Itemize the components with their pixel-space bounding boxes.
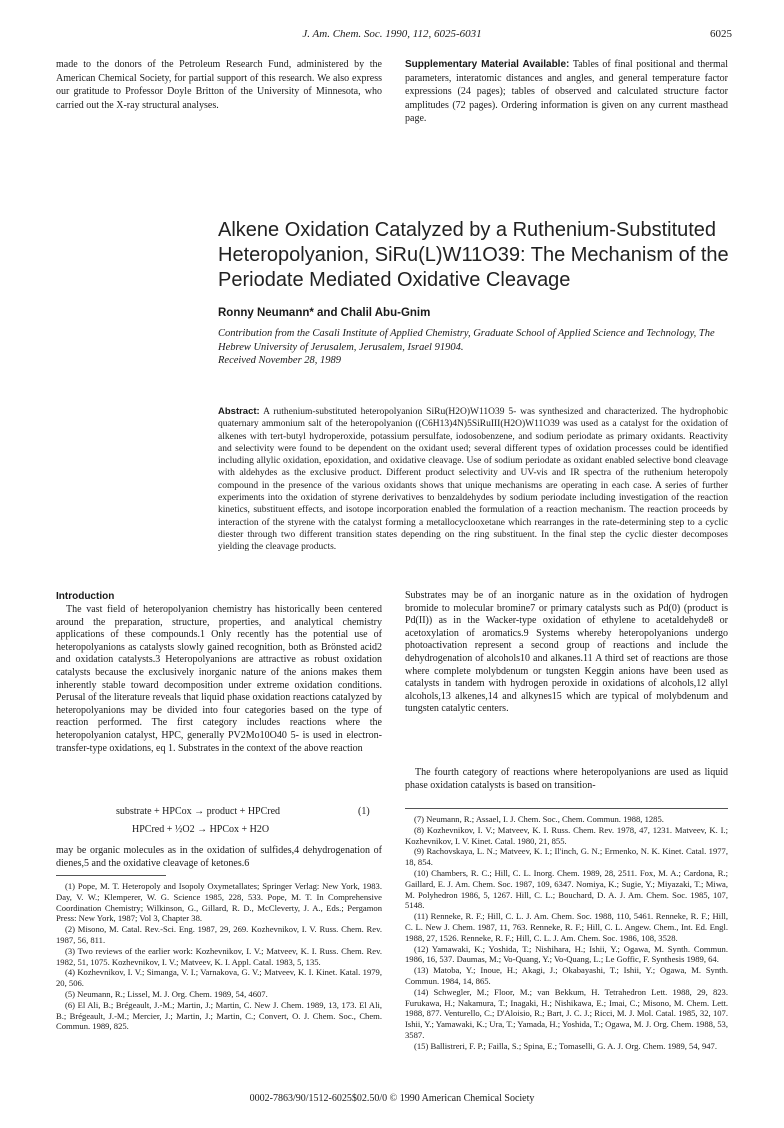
supplementary-material <box>405 58 728 126</box>
affiliation: Contribution from the Casali Institute of Applied Chemistry, Graduate School of Applied Science and Technology, The Hebrew University of Jerusalem, Jerusalem, Israel 91904. <box>218 328 715 353</box>
intro-paragraph-2: may be organic molecules as in the oxidation of sulfides,4 dehydrogenation of dienes,5 and the oxidative cleavage of ketones.6 <box>56 845 382 869</box>
footnote: (13) Matoba, Y.; Inoue, H.; Akagi, J.; Okabayashi, T.; Ishii, Y.; Ogawa, M. Synth. Commun. 1984, 14, 865. <box>405 965 728 986</box>
footnote: (14) Schwegler, M.; Floor, M.; van Bekkum, H. Tetrahedron Lett. 1988, 29, 823. Furukawa, H.; Nakamura, T.; Inagaki, H.; Nishikawa, E.; Imai, C.; Misono, M. Chem. Lett. 1988, 877. Venturello, C.; D'Aloisio, R.; Bart, J. C. J.; Ricci, M. J. Mol. Catal. 1985, 32, 107. Ishii, Y.; Yamawaki, K.; Ura, T.; Yamada, H.; Yoshida, T.; Ogawa, M. J. Org. Chem. 1988, 53, 3587. <box>405 986 728 1040</box>
article-title <box>218 218 738 293</box>
equation-1-number: (1) <box>358 806 370 817</box>
footnote: (9) Rachovskaya, L. N.; Matveev, K. I.; Il'inch, G. N.; Ermenko, N. K. Kinet. Catal. 1977, 18, 854. <box>405 846 728 868</box>
footnote: (15) Ballistreri, F. P.; Failla, S.; Spina, E.; Tomaselli, G. A. J. Org. Chem. 1989, 54, 947. <box>414 1040 717 1051</box>
footnote: (12) Yamawaki, K.; Yoshida, T.; Nishihara, H.; Ishii, Y.; Ogawa, M. Synth. Commun. 1986, 16, 537. Daumas, M.; Vo-Quang, Y.; Vo-Quang, L.; Le Goffic, F. Synthesis 1989, 64. <box>405 943 728 965</box>
abstract-text: A ruthenium-substituted heteropolyanion SiRu(H2O)W11O39 5- was synthesized and characterized. The hydrophobic quaternary ammonium salt of the heteropolyanion ((C6H13)4N)5SiRuIII(H2O)W11O39 was used as a catalyst for the oxidation of alkenes with tert-butyl hydroperoxide, potassium persulfate, iodosobenzene, and sodium periodate as primary oxidants. Reactivity and selectivity were found to be dependent on the oxidant used; several different types of oxidation processes could be identified including allylic oxidation, epoxidation, and oxidative cleavage. Use of sodium periodate as oxidant enabled selective bond cleavage with aldehydes as the exclusive product. Different product selectivity and UV-vis and IR spectra of the ruthenium heteropoly compound in the presence of the various oxidants shows that unique mechanisms are operating in each case. A series of further experiments into the oxidation of styrene derivatives to benzaldehydes by sodium periodate including investigation of the reaction kinetics, substituent effects, and isotope incorporation enabled the formulation of a reaction mechanism. The reaction proceeds by interaction of the styrene with the catalyst forming a metallocyclooxetane which rearranges in the rate-determining step to a cyclic diester through two different transition states depending on the ring substituent. In the final step the cyclic diester decomposes yielding the cleavage products. <box>218 407 728 553</box>
footnote: (3) Two reviews of the earlier work: Kozhevnikov, I. V.; Matveev, K. I. Russ. Chem. Rev. 1982, 51, 1075. Kozhevnikov, I. V.; Matveev, K. I. Appl. Catal. 1983, 5, 135. <box>56 945 382 967</box>
footnote: (7) Neumann, R.; Assael, I. J. Chem. Soc., Chem. Commun. 1988, 1285. <box>414 814 664 824</box>
footnote-rule-right <box>405 808 728 809</box>
equation-2: HPCred + ½O2 → HPCox + H2O <box>132 824 270 835</box>
footnote: (5) Neumann, R.; Lissel, M. J. Org. Chem. 1989, 54, 4607. <box>65 988 268 999</box>
abstract-label: Abstract: <box>218 406 260 417</box>
footnote: (8) Kozhevnikov, I. V.; Matveev, K. I. Russ. Chem. Rev. 1978, 47, 1231. Matveev, K. I.; Kozhevnikov, I. V. Kinet. Catal. 1980, 21, 855. <box>405 824 728 846</box>
footnote: (1) Pope, M. T. Heteropoly and Isopoly Oxymetallates; Springer Verlag: New York, 1983. Day, V. W.; Klemperer, W. G. Science 1985, 228, 533. Pope, M. T. In Comprehensive Coordination Chemistry; Wilkinson, G., Gillard, R. D., McCleverty, J. A., Eds.; Pergamon Press: New York, 1987; Vol 3, Chapter 38. <box>56 881 382 924</box>
footnotes-left <box>56 881 382 1032</box>
footnote: (10) Chambers, R. C.; Hill, C. L. Inorg. Chem. 1989, 28, 2511. Fox, M. A.; Cardona, R.; Gaillard, E. J. Am. Chem. Soc. 1987, 109, 6347. Nomiya, K.; Sugie, Y.; Miyazaki, T.; Miwa, M. Polyhedron 1986, 5, 1267. Hill, C. L.; Bouchard, D. A. J. Am. Chem. Soc. 1985, 107, 5148. <box>405 867 728 911</box>
equation-1: substrate + HPCox → product + HPCred <box>116 806 281 817</box>
title-line-2: Heteropolyanion, SiRu(L)W11O39: The Mechanism of the <box>218 244 729 266</box>
title-line-3: Periodate Mediated Oxidative Cleavage <box>218 269 571 291</box>
running-head: J. Am. Chem. Soc. 1990, 112, 6025-6031 <box>302 28 482 40</box>
footnote: (11) Renneke, R. F.; Hill, C. L. J. Am. Chem. Soc. 1988, 110, 5461. Renneke, R. F.; Hill, C. L. New J. Chem. 1987, 11, 763. Renneke, R. F.; Hill, C. L. Angew. Chem., Int. Ed. Engl. 1988, 27, 1526. Renneke, R. F.; Hill, C. L. J. Am. Chem. Soc. 1986, 108, 3528. <box>405 911 728 943</box>
footnote-rule-left <box>56 875 166 876</box>
intro-right-paragraph-1: Substrates may be of an inorganic nature as in the oxidation of hydrogen bromide to molecular bromine7 or primary catalysts such as Pd(0) (product is Pd(II)) as in the Wacker-type oxidation of ethylene to acetaldehyde8 or acetoxylation of aromatics.9 Systems whereby heteropolyanions undergo photoactivation represent a second group of reactions and include the dehydrogenation of alcohols10 and alkanes.11 A third set of reactions are those where complete molybdenum or tungsten Keggin anions have been used as catalysts in tandem with hydrogen peroxide in oxidations of alcohols,12 allyl alcohols,13 alkenes,14 and alkynes15 which are typical of molybdenum and tungsten catalytic centers. <box>405 590 728 715</box>
supplementary-label: Supplementary Material Available: <box>405 59 570 70</box>
section-heading-introduction: Introduction <box>56 591 115 602</box>
footnote: (4) Kozhevnikov, I. V.; Simanga, V. I.; Varnakova, G. V.; Matveev, K. I. Kinet. Katal. 1979, 20, 506. <box>56 967 382 989</box>
footnotes-right <box>405 814 728 1052</box>
footnote: (2) Misono, M. Catal. Rev.-Sci. Eng. 1987, 29, 269. Kozhevnikov, I. V. Russ. Chem. Rev. 1987, 56, 811. <box>56 924 382 945</box>
intro-paragraph-1: The vast field of heteropolyanion chemistry has historically been centered around the preparation, structure, properties, and analytical chemistry applications of these compounds.1 Only recently has the potential use of heteropolyanions as catalysts slowly gained recognition, both as Brönsted acid2 and oxidation catalysts.3 Heteropolyanions are attractive as robust oxidation catalysts because the exclusively inorganic nature of the anions makes them inherently stable toward decomposition under extreme oxidation conditions. Perusal of the literature reveals that liquid phase oxidation reactions catalyzed by heteropolyanions may be divided into four categories based on the type of reaction performed. The first category includes reactions where the heteropolyanion catalyst, HPC, generally PV2Mo10O40 5- is used in electron-transfer-type oxidations, eq 1. Substrates in the context of the above reaction <box>56 604 382 754</box>
abstract <box>218 406 728 554</box>
copyright-footer: 0002-7863/90/1512-6025$02.50/0 © 1990 American Chemical Society <box>249 1093 535 1104</box>
supplementary-text: Tables of final positional and thermal parameters, interatomic distances and angles, and general temperature factor expressions (24 pages); tables of observed and calculated structure factor amplitudes (72 pages). Ordering information is given on any current masthead page. <box>405 59 728 125</box>
received-date: Received November 28, 1989 <box>218 355 342 366</box>
affiliation-block <box>218 327 730 368</box>
intro-right-paragraph-2: The fourth category of reactions where heteropolyanions are used as liquid phase oxidation catalysts is based on transition- <box>405 767 728 791</box>
authors: Ronny Neumann* and Chalil Abu-Gnim <box>218 307 431 319</box>
footnote: (6) El Ali, B.; Brégeault, J.-M.; Martin, J.; Martin, C. New J. Chem. 1989, 13, 173. El Ali, B.; Brégeault, J.-M.; Mercier, J.; Martin, J.; Martin, C.; Convert, O. J. Chem. Soc., Chem. Commun. 1989, 825. <box>56 999 382 1032</box>
page-number: 6025 <box>710 28 732 40</box>
title-line-1: Alkene Oxidation Catalyzed by a Ruthenium-Substituted <box>218 219 717 241</box>
acknowledgment-text: made to the donors of the Petroleum Research Fund, administered by the American Chemical Society, for partial support of this research. We also express our gratitude to Professor Doyle Britton of the University of Minnesota, who carried out the X-ray structural analyses. <box>56 59 382 111</box>
